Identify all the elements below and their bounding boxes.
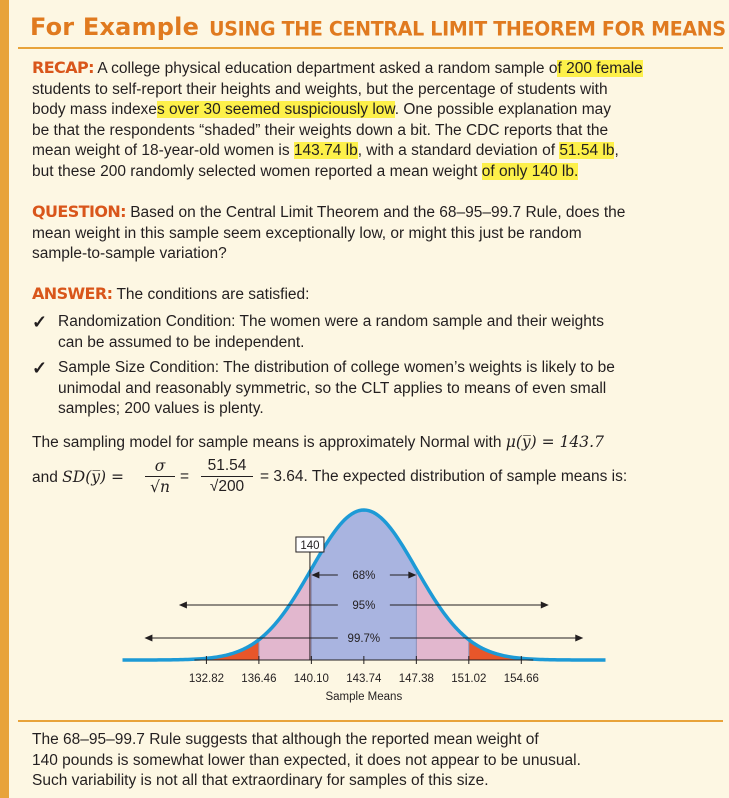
arrowhead-left bbox=[179, 602, 187, 609]
recap-label: RECAP: bbox=[32, 58, 94, 77]
conclusion-line: Such variability is not all that extraordinary for samples of this size. bbox=[32, 772, 489, 789]
mu-expression: μ(y̅) = 143.7 bbox=[505, 433, 604, 451]
fraction-denominator: √n bbox=[150, 478, 170, 496]
marker-label-140: 140 bbox=[300, 540, 320, 552]
conclusion-line: The 68–95–99.7 Rule suggests that although the reported mean weight of bbox=[32, 731, 539, 748]
highlight: s over 30 seemed suspiciously low bbox=[156, 101, 395, 118]
check-icon: ✓ bbox=[32, 312, 48, 332]
fraction-denominator: √200 bbox=[209, 478, 245, 495]
question-line-3: sample-to-sample variation? bbox=[32, 245, 227, 262]
question-text: Based on the Central Limit Theorem and the 68–95–99.7 Rule, does the bbox=[130, 204, 626, 221]
x-tick-label: 151.02 bbox=[451, 673, 487, 685]
arrowhead-left bbox=[144, 635, 152, 642]
arrowhead-right bbox=[541, 602, 549, 609]
bullet-line: can be assumed to be independent. bbox=[58, 333, 305, 351]
check-icon: ✓ bbox=[32, 358, 48, 378]
sd-expression: SD(y̅) = bbox=[62, 468, 124, 486]
highlight: of only 140 lb. bbox=[481, 162, 579, 180]
highlight: 51.54 lb bbox=[559, 142, 615, 159]
x-tick-label: 136.46 bbox=[241, 673, 277, 685]
conclusion-rule bbox=[18, 720, 723, 722]
recap-text: mean weight of 18-year-old women is bbox=[32, 142, 294, 159]
interval-label: 95% bbox=[352, 600, 376, 612]
x-tick-label: 132.82 bbox=[188, 673, 225, 685]
x-tick-label: 147.38 bbox=[398, 673, 434, 685]
interval-label: 68% bbox=[352, 570, 376, 582]
x-tick-label: 143.74 bbox=[346, 673, 382, 685]
model-text: and bbox=[32, 469, 63, 486]
highlight: f 200 female bbox=[557, 60, 643, 77]
fraction-numerator: σ bbox=[145, 457, 175, 477]
recap-text: , with a standard deviation of bbox=[357, 142, 560, 159]
equals-sign: = bbox=[180, 468, 190, 485]
bullet-line: Randomization Condition: The women were a random sample and their weights bbox=[58, 313, 604, 330]
recap-text: A college physical education department asked a random sample o bbox=[97, 60, 558, 77]
recap-text: body mass indexe bbox=[32, 101, 157, 118]
interval-label: 99.7% bbox=[347, 633, 381, 645]
bullet-line: samples; 200 values is plenty. bbox=[58, 400, 264, 417]
title-for-example: For Example bbox=[30, 13, 200, 41]
bullet-line: unimodal and reasonably symmetric, so the CLT applies to means of even small bbox=[58, 379, 607, 397]
recap-text: students to self-report their heights and weights, but the percentage of students with bbox=[32, 80, 608, 98]
title-subtitle: USING THE CENTRAL LIMIT THEOREM FOR MEANS bbox=[209, 17, 726, 41]
model-line-2-tail: = 3.64. The expected distribution of sample means is: bbox=[260, 468, 628, 485]
model-text: The sampling model for sample means is approximately Normal with bbox=[32, 434, 506, 451]
recap-text: be that the respondents “shaded” their weights down a bit. The CDC reports that the bbox=[32, 121, 609, 139]
x-axis-title: Sample Means bbox=[325, 691, 403, 703]
question-label: QUESTION: bbox=[32, 202, 126, 221]
fraction-numerator: 51.54 bbox=[201, 457, 253, 477]
recap-text: but these 200 randomly selected women reported a mean weight bbox=[32, 162, 482, 180]
highlight: 143.74 lb bbox=[293, 142, 358, 159]
arrowhead-right bbox=[575, 635, 583, 642]
question-line-2: mean weight in this sample seem exceptionally low, or might this just be random bbox=[32, 224, 582, 242]
conclusion-line: 140 pounds is somewhat lower than expected, it does not appear to be unusual. bbox=[32, 751, 581, 769]
answer-label: ANSWER: bbox=[32, 284, 113, 303]
conclusion-paragraph bbox=[32, 730, 722, 792]
x-tick-label: 154.66 bbox=[503, 673, 539, 685]
recap-text: . One possible explanation may bbox=[394, 101, 612, 118]
x-tick-label: 140.10 bbox=[293, 673, 329, 685]
bullet-line: Sample Size Condition: The distribution of college women’s weights is likely to be bbox=[58, 359, 615, 376]
recap-text: , bbox=[614, 142, 619, 159]
answer-intro-text: The conditions are satisfied: bbox=[116, 286, 310, 303]
